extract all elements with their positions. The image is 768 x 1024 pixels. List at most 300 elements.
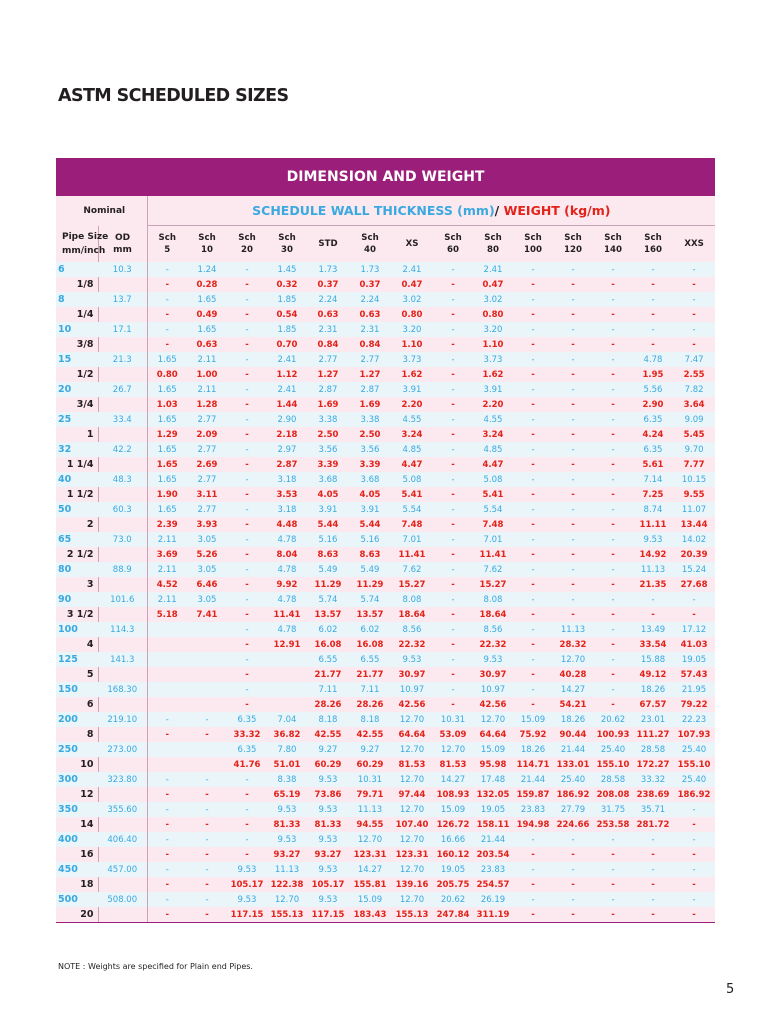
size-inch: 12 xyxy=(56,787,98,802)
od-spacer xyxy=(98,817,147,832)
weight-cell: - xyxy=(513,577,553,592)
weight-cell: 2.50 xyxy=(307,427,349,442)
thickness-cell: - xyxy=(553,262,593,277)
weight-cell: 247.84 xyxy=(433,907,473,923)
thickness-cell: - xyxy=(433,622,473,637)
thickness-cell: 21.44 xyxy=(553,742,593,757)
weight-cell: 8.63 xyxy=(307,547,349,562)
weight-cell: - xyxy=(433,697,473,712)
thickness-row xyxy=(56,412,715,427)
thickness-cell: 31.75 xyxy=(593,802,633,817)
weight-cell: 8.04 xyxy=(267,547,307,562)
thickness-cell: 2.11 xyxy=(147,532,187,547)
weight-cell: - xyxy=(513,697,553,712)
weight-cell: - xyxy=(227,487,267,502)
weight-cell: 3.11 xyxy=(187,487,227,502)
od-value: 33.4 xyxy=(98,412,147,427)
header-row-top xyxy=(56,196,715,226)
size-inch: 3/8 xyxy=(56,337,98,352)
weight-cell: 0.63 xyxy=(307,307,349,322)
weight-cell: 15.27 xyxy=(391,577,433,592)
weight-cell: - xyxy=(433,607,473,622)
size-mm: 450 xyxy=(56,862,98,877)
weight-cell: 1.10 xyxy=(391,337,433,352)
size-mm: 50 xyxy=(56,502,98,517)
thickness-cell: - xyxy=(227,832,267,847)
thickness-cell: - xyxy=(227,682,267,697)
thickness-cell: 19.05 xyxy=(473,802,513,817)
column-header-line1: Sch xyxy=(484,233,502,243)
thickness-cell: - xyxy=(593,622,633,637)
thickness-cell: 5.74 xyxy=(307,592,349,607)
size-inch: 3 1/2 xyxy=(56,607,98,622)
weight-cell: 117.15 xyxy=(307,907,349,923)
thickness-cell: 3.05 xyxy=(187,562,227,577)
weight-cell: - xyxy=(187,847,227,862)
weight-cell: - xyxy=(633,337,673,352)
weight-cell: 9.55 xyxy=(673,487,715,502)
thickness-cell: 1.65 xyxy=(147,472,187,487)
weight-cell: 75.92 xyxy=(513,727,553,742)
thickness-cell: - xyxy=(553,592,593,607)
weight-cell: - xyxy=(513,457,553,472)
weight-cell: 0.80 xyxy=(473,307,513,322)
thickness-cell: - xyxy=(433,532,473,547)
weight-cell: - xyxy=(433,547,473,562)
thickness-cell: 12.70 xyxy=(391,862,433,877)
weight-row xyxy=(56,697,715,712)
thickness-cell xyxy=(187,682,227,697)
thickness-cell: - xyxy=(433,442,473,457)
weight-cell: - xyxy=(593,457,633,472)
weight-cell: 5.61 xyxy=(633,457,673,472)
weight-cell: - xyxy=(227,847,267,862)
thickness-cell: 8.56 xyxy=(391,622,433,637)
size-inch: 3/4 xyxy=(56,397,98,412)
weight-cell: - xyxy=(593,877,633,892)
size-mm: 20 xyxy=(56,382,98,397)
thickness-cell: 5.54 xyxy=(473,502,513,517)
weight-cell: 123.31 xyxy=(391,847,433,862)
weight-cell xyxy=(147,757,187,772)
weight-cell: - xyxy=(593,397,633,412)
weight-cell: 114.71 xyxy=(513,757,553,772)
thickness-cell: - xyxy=(673,262,715,277)
thickness-cell: - xyxy=(513,472,553,487)
thickness-cell xyxy=(187,652,227,667)
thickness-cell: - xyxy=(633,862,673,877)
weight-cell: 7.41 xyxy=(187,607,227,622)
weight-cell: - xyxy=(593,697,633,712)
thickness-cell: - xyxy=(147,832,187,847)
thickness-cell: - xyxy=(147,712,187,727)
weight-cell: 4.05 xyxy=(307,487,349,502)
column-header xyxy=(349,226,391,263)
weight-cell: 54.21 xyxy=(553,697,593,712)
thickness-cell: 2.31 xyxy=(349,322,391,337)
weight-cell: - xyxy=(553,607,593,622)
weight-cell: 253.58 xyxy=(593,817,633,832)
weight-cell: - xyxy=(147,847,187,862)
thickness-cell: 14.27 xyxy=(553,682,593,697)
weight-cell: 1.69 xyxy=(307,397,349,412)
column-header-line1: STD xyxy=(318,239,338,249)
weight-cell: 2.20 xyxy=(391,397,433,412)
weight-cell: - xyxy=(187,817,227,832)
column-header xyxy=(673,226,715,263)
weight-cell: - xyxy=(513,667,553,682)
thickness-cell xyxy=(147,742,187,757)
column-header-line1: Sch xyxy=(361,233,379,243)
thickness-cell: 26.19 xyxy=(473,892,513,907)
weight-cell xyxy=(187,697,227,712)
weight-cell: 41.03 xyxy=(673,637,715,652)
thickness-cell: 8.08 xyxy=(473,592,513,607)
weight-cell: 7.25 xyxy=(633,487,673,502)
weight-cell: 1.27 xyxy=(307,367,349,382)
thickness-cell: - xyxy=(227,502,267,517)
weight-cell: 0.84 xyxy=(349,337,391,352)
weight-cell xyxy=(187,637,227,652)
thickness-cell: 1.73 xyxy=(307,262,349,277)
weight-cell: 1.27 xyxy=(349,367,391,382)
weight-cell: 203.54 xyxy=(473,847,513,862)
weight-cell: 79.22 xyxy=(673,697,715,712)
weight-cell: 65.19 xyxy=(267,787,307,802)
column-header xyxy=(593,226,633,263)
od-spacer xyxy=(98,517,147,532)
od-spacer xyxy=(98,847,147,862)
thickness-cell: - xyxy=(227,532,267,547)
thickness-cell: 9.53 xyxy=(267,802,307,817)
column-header xyxy=(307,226,349,263)
weight-row xyxy=(56,877,715,892)
weight-cell: 11.29 xyxy=(307,577,349,592)
thickness-cell: - xyxy=(147,292,187,307)
thickness-cell: 1.65 xyxy=(147,442,187,457)
weight-cell: 4.52 xyxy=(147,577,187,592)
weight-cell xyxy=(267,667,307,682)
weight-cell: 40.28 xyxy=(553,667,593,682)
column-header xyxy=(227,226,267,263)
weight-cell: 254.57 xyxy=(473,877,513,892)
weight-cell: - xyxy=(593,907,633,923)
thickness-cell: 13.49 xyxy=(633,622,673,637)
thickness-cell: 6.55 xyxy=(307,652,349,667)
weight-cell: - xyxy=(553,847,593,862)
thickness-cell: 1.65 xyxy=(187,292,227,307)
weight-row xyxy=(56,457,715,472)
weight-cell xyxy=(187,667,227,682)
weight-cell: - xyxy=(227,697,267,712)
thickness-cell: - xyxy=(553,412,593,427)
size-mm: 400 xyxy=(56,832,98,847)
od-value: 141.3 xyxy=(98,652,147,667)
weight-cell: - xyxy=(553,367,593,382)
thickness-cell: 28.58 xyxy=(633,742,673,757)
thickness-cell: 2.41 xyxy=(391,262,433,277)
thickness-cell: 18.26 xyxy=(513,742,553,757)
weight-cell: 155.10 xyxy=(673,757,715,772)
heading-slash: / xyxy=(494,203,500,218)
weight-cell xyxy=(147,697,187,712)
thickness-cell: - xyxy=(433,352,473,367)
weight-cell: 13.57 xyxy=(307,607,349,622)
column-header xyxy=(633,226,673,263)
weight-cell: 21.77 xyxy=(349,667,391,682)
column-header-line2: 100 xyxy=(524,245,542,255)
weight-cell: 21.77 xyxy=(307,667,349,682)
thickness-cell: 9.53 xyxy=(227,892,267,907)
weight-cell: 2.50 xyxy=(349,427,391,442)
thickness-cell: 3.56 xyxy=(307,442,349,457)
od-unit-text: mm xyxy=(113,244,132,255)
thickness-cell: - xyxy=(227,772,267,787)
weight-cell: - xyxy=(673,277,715,292)
size-mm: 150 xyxy=(56,682,98,697)
weight-cell: - xyxy=(593,517,633,532)
weight-cell: 67.57 xyxy=(633,697,673,712)
size-inch: 8 xyxy=(56,727,98,742)
thickness-cell: 2.11 xyxy=(147,592,187,607)
thickness-cell: 22.23 xyxy=(673,712,715,727)
weight-cell: - xyxy=(633,877,673,892)
column-header xyxy=(513,226,553,263)
thickness-cell: 9.70 xyxy=(673,442,715,457)
thickness-cell: 3.20 xyxy=(473,322,513,337)
footnote: NOTE : Weights are specified for Plain end Pipes. xyxy=(58,962,253,971)
weight-cell: 1.62 xyxy=(473,367,513,382)
weight-cell: 79.71 xyxy=(349,787,391,802)
column-header-line1: Sch xyxy=(524,233,542,243)
thickness-cell: 12.70 xyxy=(433,742,473,757)
thickness-cell: 5.16 xyxy=(307,532,349,547)
thickness-cell: - xyxy=(593,682,633,697)
weight-cell: 1.00 xyxy=(187,367,227,382)
size-inch: 20 xyxy=(56,907,98,923)
thickness-cell: - xyxy=(147,892,187,907)
dimension-weight-table xyxy=(56,158,715,923)
thickness-cell: 2.41 xyxy=(267,352,307,367)
size-inch: 3 xyxy=(56,577,98,592)
thickness-cell: 5.49 xyxy=(349,562,391,577)
thickness-cell: - xyxy=(227,322,267,337)
thickness-cell: 9.53 xyxy=(307,832,349,847)
mm-inch-text: mm/inch xyxy=(62,245,106,256)
weight-cell: 81.53 xyxy=(433,757,473,772)
weight-cell: 1.95 xyxy=(633,367,673,382)
weight-cell: - xyxy=(553,277,593,292)
column-header-line1: Sch xyxy=(198,233,216,243)
od-spacer xyxy=(98,337,147,352)
thickness-cell xyxy=(267,682,307,697)
weight-cell: 2.90 xyxy=(633,397,673,412)
thickness-cell: - xyxy=(513,292,553,307)
thickness-cell: - xyxy=(147,802,187,817)
od-value: 17.1 xyxy=(98,322,147,337)
thickness-cell: - xyxy=(553,892,593,907)
thickness-cell: 4.55 xyxy=(473,412,513,427)
weight-cell: 126.72 xyxy=(433,817,473,832)
weight-cell: 122.38 xyxy=(267,877,307,892)
thickness-cell xyxy=(187,622,227,637)
thickness-cell: 9.53 xyxy=(307,802,349,817)
thickness-cell: 14.02 xyxy=(673,532,715,547)
thickness-cell: 5.74 xyxy=(349,592,391,607)
thickness-row xyxy=(56,802,715,817)
od-value: 355.60 xyxy=(98,802,147,817)
thickness-cell: 6.35 xyxy=(227,712,267,727)
thickness-cell: - xyxy=(593,892,633,907)
thickness-cell: 12.70 xyxy=(349,832,391,847)
thickness-cell: 11.07 xyxy=(673,502,715,517)
header-row-columns xyxy=(56,226,715,263)
weight-row xyxy=(56,637,715,652)
weight-cell: - xyxy=(433,577,473,592)
weight-cell: - xyxy=(433,487,473,502)
size-mm: 25 xyxy=(56,412,98,427)
thickness-cell: - xyxy=(593,562,633,577)
weight-cell: - xyxy=(227,367,267,382)
weight-cell: - xyxy=(433,637,473,652)
weight-cell: - xyxy=(227,277,267,292)
thickness-cell: 15.09 xyxy=(349,892,391,907)
od-spacer xyxy=(98,877,147,892)
weight-cell: - xyxy=(593,277,633,292)
od-value: 457.00 xyxy=(98,862,147,877)
weight-cell xyxy=(147,637,187,652)
thickness-cell: 1.65 xyxy=(147,382,187,397)
thickness-cell xyxy=(147,622,187,637)
weight-cell: 4.47 xyxy=(473,457,513,472)
thickness-cell: 5.16 xyxy=(349,532,391,547)
weight-cell: 20.39 xyxy=(673,547,715,562)
table-banner: DIMENSION AND WEIGHT xyxy=(56,158,715,196)
weight-cell: - xyxy=(227,637,267,652)
thickness-cell: - xyxy=(673,832,715,847)
weight-cell: 51.01 xyxy=(267,757,307,772)
size-inch: 1 xyxy=(56,427,98,442)
thickness-cell: 1.65 xyxy=(187,322,227,337)
weight-row xyxy=(56,907,715,923)
thickness-cell: - xyxy=(513,622,553,637)
weight-cell: 160.12 xyxy=(433,847,473,862)
weight-cell: 186.92 xyxy=(673,787,715,802)
weight-cell: 311.19 xyxy=(473,907,513,923)
weight-cell: 224.66 xyxy=(553,817,593,832)
weight-cell: 3.53 xyxy=(267,487,307,502)
thickness-cell: 4.78 xyxy=(267,622,307,637)
thickness-cell: 8.38 xyxy=(267,772,307,787)
weight-cell: 93.27 xyxy=(267,847,307,862)
weight-cell: - xyxy=(433,307,473,322)
thickness-cell: - xyxy=(553,382,593,397)
weight-cell: 0.49 xyxy=(187,307,227,322)
weight-cell: 2.87 xyxy=(267,457,307,472)
weight-cell: 21.35 xyxy=(633,577,673,592)
size-inch: 2 xyxy=(56,517,98,532)
weight-cell: 95.98 xyxy=(473,757,513,772)
thickness-cell: 3.91 xyxy=(473,382,513,397)
weight-cell: 3.69 xyxy=(147,547,187,562)
weight-cell: - xyxy=(433,337,473,352)
thickness-cell: - xyxy=(633,322,673,337)
weight-cell: 90.44 xyxy=(553,727,593,742)
thickness-cell: 7.62 xyxy=(391,562,433,577)
column-header-line2: 140 xyxy=(604,245,622,255)
weight-cell: 1.44 xyxy=(267,397,307,412)
thickness-row xyxy=(56,532,715,547)
thickness-cell: 6.35 xyxy=(633,442,673,457)
thickness-cell xyxy=(267,652,307,667)
thickness-cell: 20.62 xyxy=(433,892,473,907)
thickness-cell: 15.24 xyxy=(673,562,715,577)
thickness-cell: 19.05 xyxy=(433,862,473,877)
thickness-row xyxy=(56,442,715,457)
thickness-cell: - xyxy=(513,532,553,547)
weight-cell: - xyxy=(227,817,267,832)
size-inch: 1 1/2 xyxy=(56,487,98,502)
thickness-row xyxy=(56,862,715,877)
thickness-cell: 11.13 xyxy=(267,862,307,877)
thickness-row xyxy=(56,892,715,907)
thickness-cell: 4.78 xyxy=(267,592,307,607)
thickness-cell: 6.02 xyxy=(307,622,349,637)
weight-cell: 64.64 xyxy=(473,727,513,742)
weight-cell: 139.16 xyxy=(391,877,433,892)
thickness-cell: 6.02 xyxy=(349,622,391,637)
thickness-cell: 33.32 xyxy=(633,772,673,787)
weight-cell: 0.37 xyxy=(349,277,391,292)
thickness-cell: 3.02 xyxy=(391,292,433,307)
thickness-cell: 1.65 xyxy=(147,502,187,517)
weight-cell: - xyxy=(513,277,553,292)
thickness-cell: - xyxy=(553,862,593,877)
weight-cell: 117.15 xyxy=(227,907,267,923)
thickness-cell: 4.85 xyxy=(391,442,433,457)
size-inch: 6 xyxy=(56,697,98,712)
thickness-cell: 7.82 xyxy=(673,382,715,397)
size-inch: 1/2 xyxy=(56,367,98,382)
weight-cell: - xyxy=(673,337,715,352)
weight-cell: - xyxy=(227,457,267,472)
thickness-cell: 8.08 xyxy=(391,592,433,607)
weight-cell: 5.45 xyxy=(673,427,715,442)
column-header xyxy=(187,226,227,263)
thickness-cell: - xyxy=(593,352,633,367)
thickness-cell: - xyxy=(433,322,473,337)
thickness-row xyxy=(56,262,715,277)
thickness-cell: 4.78 xyxy=(267,532,307,547)
thickness-cell: - xyxy=(147,262,187,277)
thickness-cell: - xyxy=(513,262,553,277)
weight-cell: 22.32 xyxy=(473,637,513,652)
thickness-cell: 25.40 xyxy=(593,742,633,757)
weight-cell: 2.39 xyxy=(147,517,187,532)
thickness-cell: 5.08 xyxy=(391,472,433,487)
od-value: 323.80 xyxy=(98,772,147,787)
thickness-cell: - xyxy=(147,862,187,877)
weight-cell: 1.69 xyxy=(349,397,391,412)
weight-cell: - xyxy=(673,817,715,832)
size-mm: 6 xyxy=(56,262,98,277)
column-header-line1: Sch xyxy=(564,233,582,243)
thickness-cell: - xyxy=(513,352,553,367)
column-header-line1: Sch xyxy=(604,233,622,243)
column-header-line2: 10 xyxy=(201,245,213,255)
thickness-cell: 2.87 xyxy=(307,382,349,397)
thickness-row xyxy=(56,652,715,667)
